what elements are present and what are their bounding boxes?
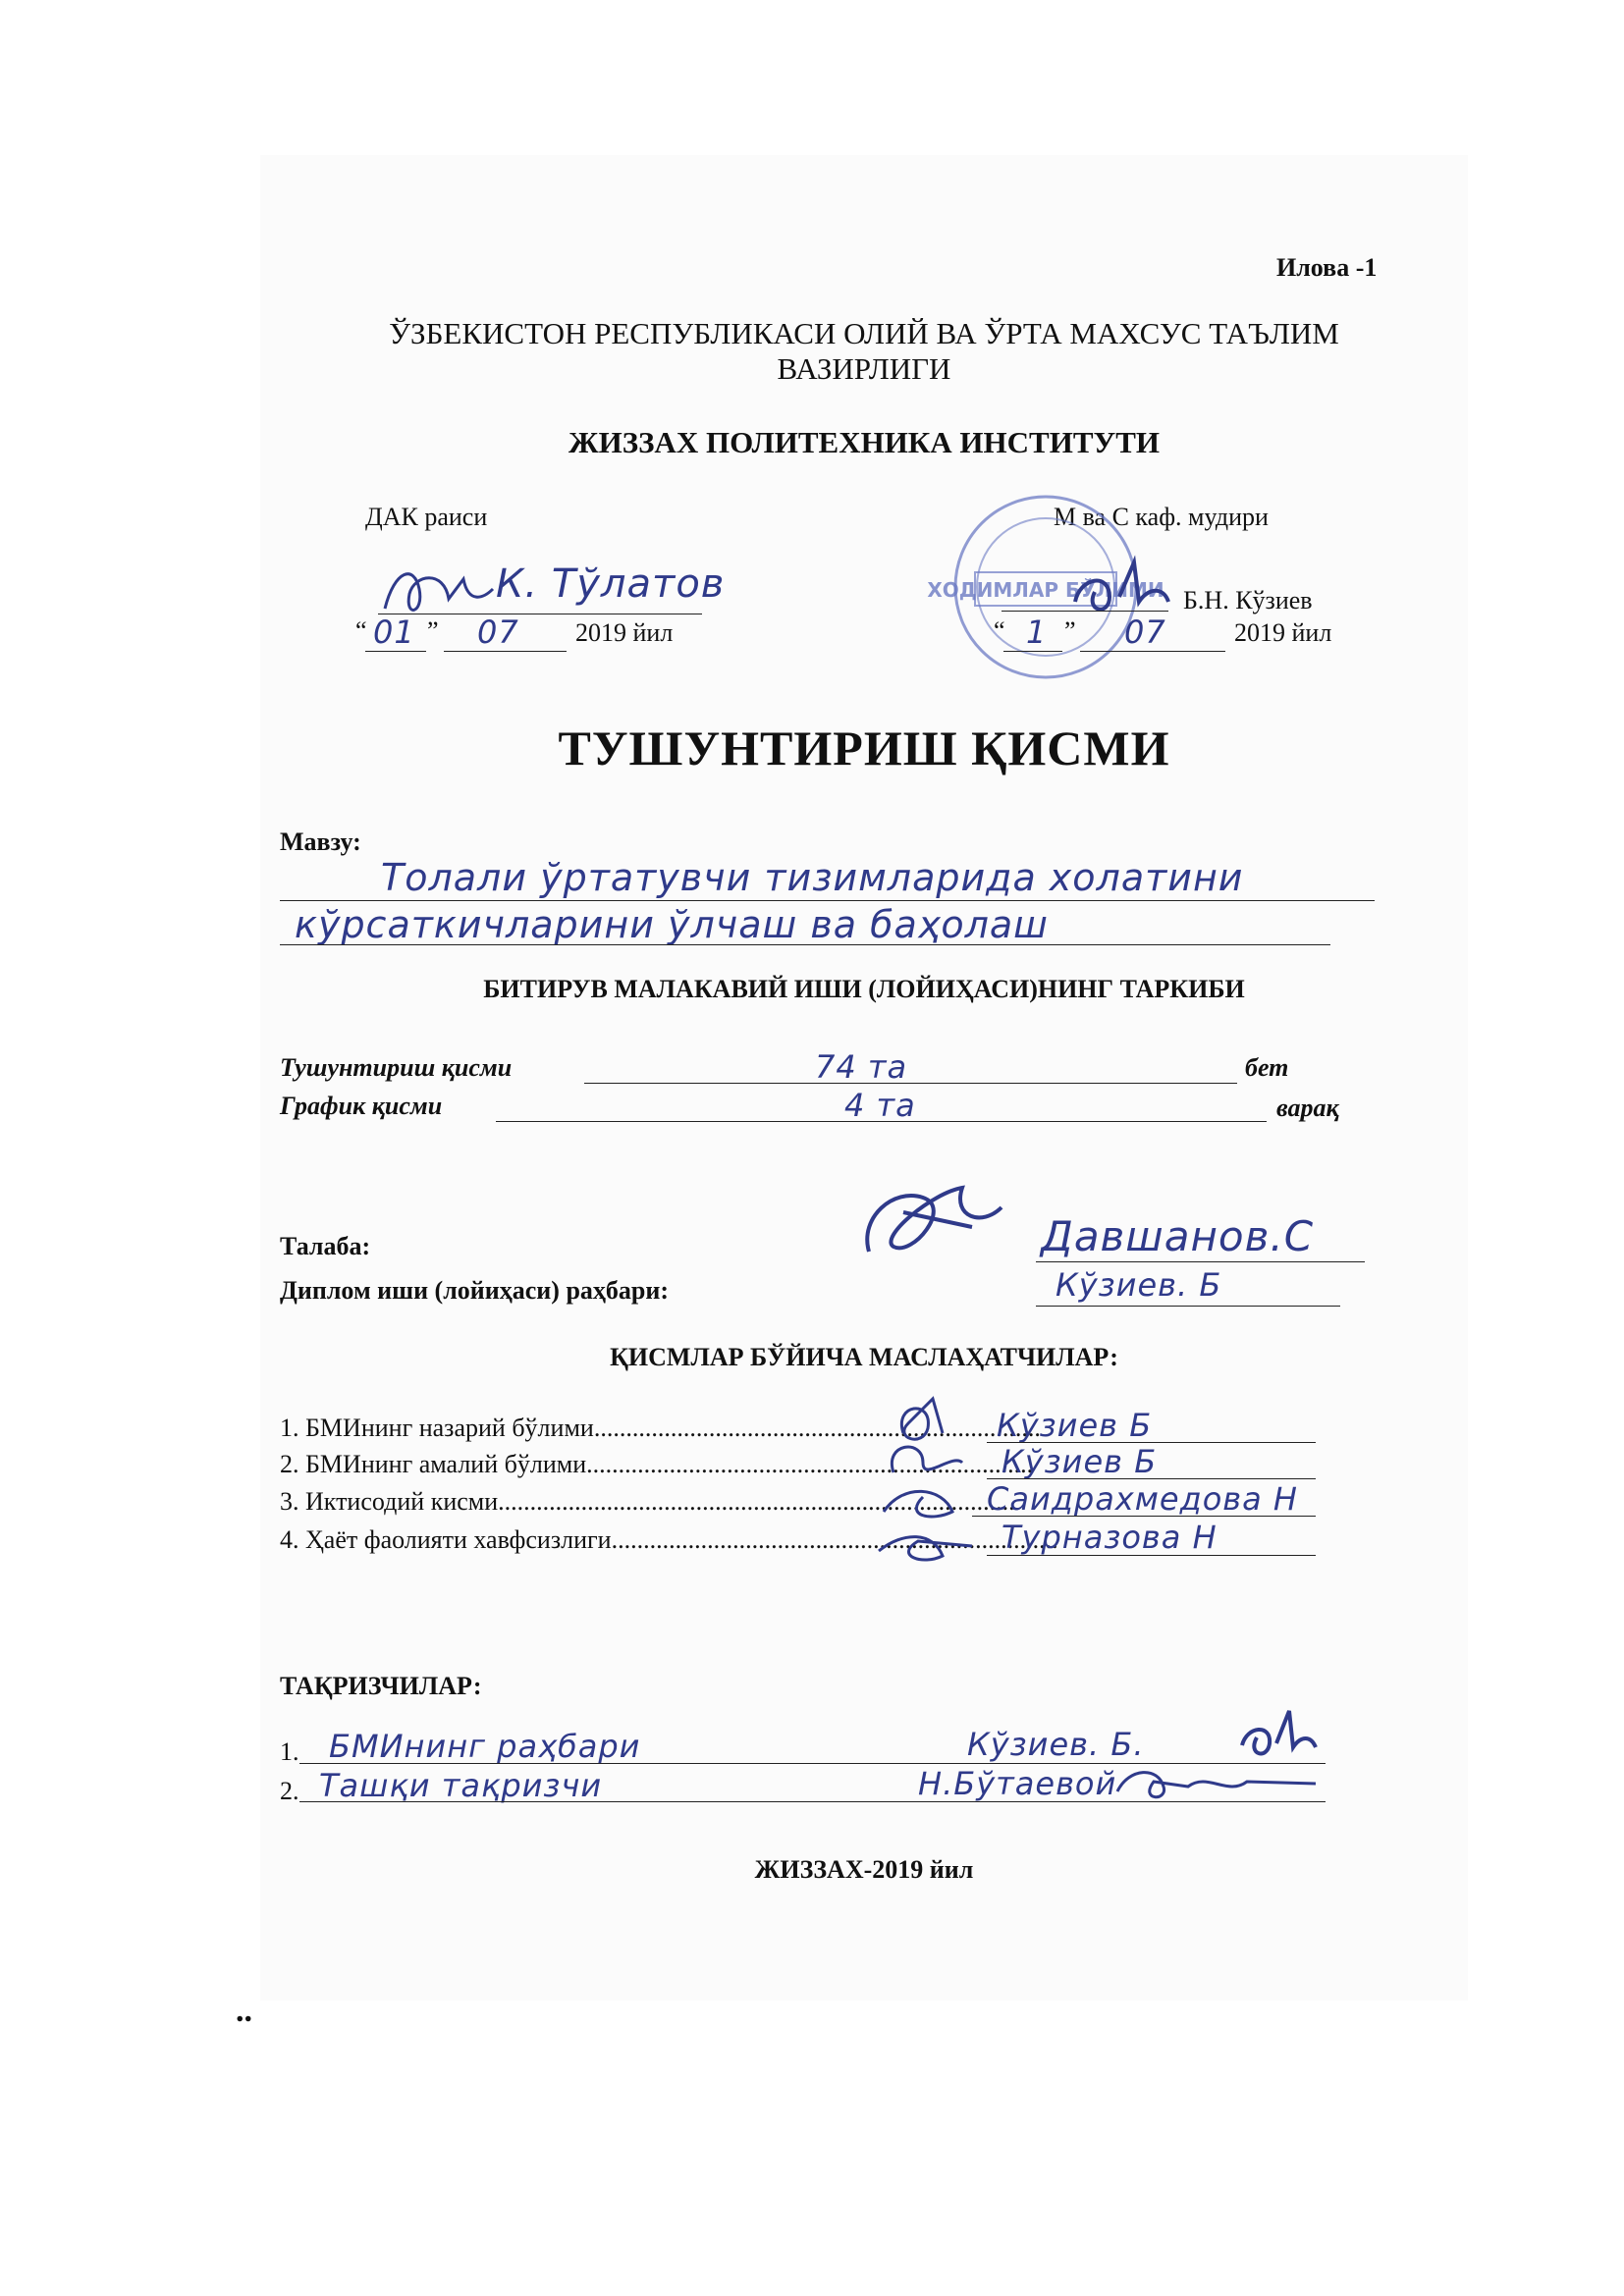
ministry-line-1: ЎЗБЕКИСТОН РЕСПУБЛИКАСИ ОЛИЙ ВА ЎРТА МАХСУС ТАЪЛИМ: [389, 316, 1339, 350]
document-title: ТУШУНТИРИШ ҚИСМИ: [558, 721, 1170, 775]
consultant-row-3-name: Саидрахмедова Н: [987, 1480, 1298, 1518]
consultant-row-3-label: 3. Иктисодий кисми.................................................................................: [280, 1487, 1015, 1516]
left-day-line: [365, 651, 426, 652]
department-head-name: Б.Н. Кўзиев: [1183, 586, 1313, 614]
right-date-close-quote: ”: [1064, 616, 1076, 645]
reviewer-1-name: Кўзиев. Б.: [967, 1726, 1145, 1763]
consultant-row-4-line: [987, 1555, 1316, 1556]
supervisor-label: Диплом иши (лойиҳаси) раҳбари:: [280, 1276, 670, 1305]
stamp-text: ХОДИМЛАР БЎЛИМИ: [927, 578, 1164, 602]
right-date-month: 07: [1124, 614, 1166, 651]
department-head-signature-line: [1001, 611, 1168, 612]
consultant-row-4-label: 4. Ҳаёт фаолияти хавфсизлиги......................................................................: [280, 1525, 1058, 1554]
left-date-year: 2019 йил: [575, 618, 674, 647]
left-date-open-quote: “: [355, 616, 367, 645]
graphic-part-value: 4 та: [844, 1087, 916, 1124]
institute-name: ЖИЗЗАХ ПОЛИТЕХНИКА ИНСТИТУТИ: [568, 425, 1161, 459]
reviewers-heading: ТАҚРИЗЧИЛАР:: [280, 1672, 482, 1700]
consultant-row-4-name: Турназова Н: [1001, 1519, 1218, 1556]
explanatory-part-line: [584, 1083, 1237, 1084]
topic-line-1: [280, 900, 1375, 901]
reviewer-1-signature: [1232, 1706, 1321, 1765]
department-head-role: М ва С каф. мудири: [1054, 503, 1269, 531]
reviewer-2-signature: [1110, 1762, 1326, 1806]
student-name: Давшанов.С: [1041, 1212, 1315, 1260]
supervisor-name: Кўзиев. Б: [1056, 1266, 1222, 1304]
right-date-year: 2019 йил: [1234, 618, 1332, 647]
right-month-line: [1080, 651, 1225, 652]
consultants-heading: ҚИСМЛАР БЎЙИЧА МАСЛАҲАТЧИЛАР:: [610, 1343, 1118, 1371]
student-signature: [854, 1178, 1011, 1276]
reviewer-1-role: БМИнинг раҳбари: [329, 1728, 641, 1765]
consultant-row-2-label: 2. БМИнинг амалий бўлими......................................................................: [280, 1450, 1034, 1478]
student-label: Талаба:: [280, 1232, 371, 1260]
reviewer-2-number: 2.: [280, 1777, 299, 1805]
consultant-row-1-name: Кўзиев Б: [997, 1407, 1153, 1444]
reviewer-1-number: 1.: [280, 1737, 299, 1766]
ministry-line-2: ВАЗИРЛИГИ: [777, 351, 951, 386]
topic-handwritten-line-2: кўрсаткичларини ўлчаш ва баҳолаш: [295, 903, 1049, 946]
explanatory-part-unit: бет: [1245, 1053, 1289, 1082]
left-date-month: 07: [477, 614, 519, 651]
left-date-close-quote: ”: [427, 616, 439, 645]
page-marks: ..: [236, 1993, 252, 2029]
composition-heading: БИТИРУВ МАЛАКАВИЙ ИШИ (ЛОЙИҲАСИ)НИНГ ТАРКИБИ: [483, 975, 1245, 1003]
topic-handwritten-line-1: Толали ўртатувчи тизимларида холатини: [381, 856, 1244, 899]
graphic-part-label: График қисми: [280, 1092, 443, 1120]
consultant-row-2-line: [987, 1478, 1316, 1479]
student-signature-line: [1036, 1261, 1365, 1262]
consultants-signatures: [864, 1394, 1001, 1580]
topic-line-2: [280, 944, 1330, 945]
graphic-part-unit: варақ: [1276, 1094, 1339, 1122]
consultant-row-3-line: [972, 1516, 1316, 1517]
left-date-day: 01: [373, 614, 415, 651]
right-date-open-quote: “: [994, 616, 1005, 645]
explanatory-part-value: 74 та: [815, 1048, 908, 1086]
appendix-label: Илова -1: [1276, 253, 1378, 282]
consultant-row-2-name: Кўзиев Б: [1001, 1443, 1158, 1480]
reviewer-2-role: Ташқи тақризчи: [319, 1767, 603, 1804]
right-date-day: 1: [1026, 614, 1048, 651]
explanatory-part-label: Тушунтириш қисми: [280, 1053, 513, 1082]
left-month-line: [444, 651, 567, 652]
dak-chair-role: ДАК раиси: [365, 503, 488, 531]
topic-label: Мавзу:: [280, 828, 361, 856]
city-year: ЖИЗЗАХ-2019 йил: [754, 1855, 974, 1884]
supervisor-signature-line: [1036, 1306, 1340, 1307]
dak-chair-name-handwritten: К. Тўлатов: [496, 561, 726, 607]
reviewer-2-line: [299, 1801, 1326, 1802]
right-day-line: [1003, 651, 1062, 652]
reviewer-2-name: Н.Бўтаевой: [918, 1765, 1117, 1802]
consultant-row-1-label: 1. БМИнинг назарий бўлими......................................................................: [280, 1414, 1041, 1442]
